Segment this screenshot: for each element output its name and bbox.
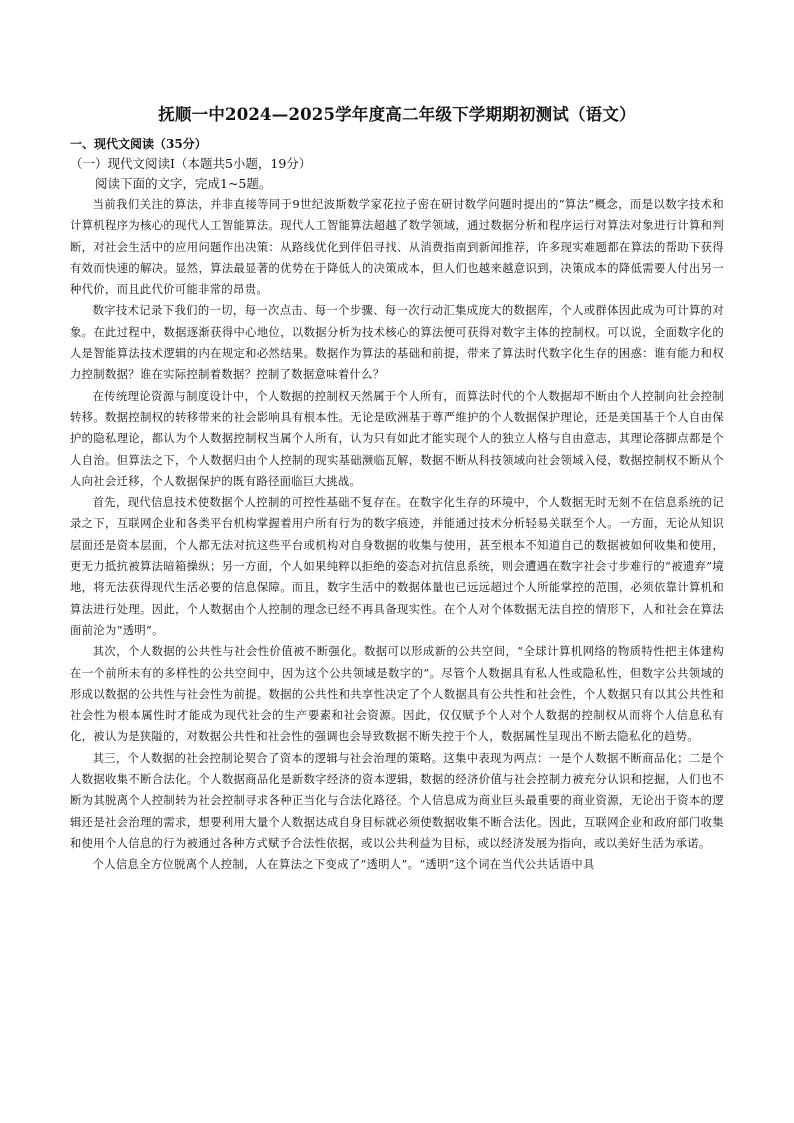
passage-paragraph: 数字技术记录下我们的一切，每一次点击、每一个步骤、每一次行动汇集成庞大的数据库，个人或群体因此成为可计算的对象。在此过程中，数据逐渐获得中心地位，以数据分析为技术核心的算法便可获得对数字主体的控制权。可以说，全面数字化的人是智能算法技术逻辑的内在规定和必然结果。数据作为算法的基础和前提，带来了算法时代数字化生存的困惑：谁有能力和权力控制数据？谁在实际控制着数据？控制了数据意味着什么？	[70, 304, 724, 382]
passage-paragraph: 其次，个人数据的公共性与社会性价值被不断强化。数据可以形成新的公共空间，“全球计算机网络的物质特性把主体建构在一个前所未有的多样性的公共空间中，因为这个公共领域是数字的”。尽管个人数据具有私人性或隐私性，但数字公共领域的形成以数据的公共性与社会性为前提。数据的公共性和共享性决定了个人数据具有公共性和社会性，个人数据只有以其公共性和社会性为根本属性时才能成为现代社会的生产要素和社会资源。因此，仅仅赋予个人对个人数据的控制权从而将个人信息私有化，被认为是狭隘的，对数据公共性和社会性的强调也会导致数据不断失控于个人，数据属性呈现出不断去隐私化的趋势。	[70, 645, 724, 744]
passage-paragraph: 在传统理论资源与制度设计中，个人数据的控制权天然属于个人所有，而算法时代的个人数据却不断由个人控制向社会控制转移。数据控制权的转移带来的社会影响具有根本性。无论是欧洲基于尊严维护的个人数据保护理论，还是美国基于个人自由保护的隐私理论，都认为个人数据控制权当属个人所有，认为只有如此才能实现个人的独立人格与自由意志，其理论落脚点都是个人自治。但算法之下，个人数据归由个人控制的现实基础濒临瓦解，数据不断从科技领域向社会领域入侵，数据控制权不断从个人向社会迁移，个人数据保护的既有路径面临巨大挑战。	[70, 389, 724, 488]
passage-paragraph: 其三，个人数据的社会控制论契合了资本的逻辑与社会治理的策略。这集中表现为两点：一是个人数据不断商品化；二是个人数据收集不断合法化。个人数据商品化是新数字经济的资本逻辑，数据的经济价值与社会控制力被充分认识和挖掘，人们也不断为其脱离个人控制转为社会控制寻求各种正当化与合法化路径。个人信息成为商业巨头最重要的商业资源，无论出于资本的逻辑还是社会治理的需求，想要利用大量个人数据达成自身目标就必须使数据收集不断合法化。因此，互联网企业和政府部门收集和使用个人信息的行为被通过各种方式赋予合法性依据，或以公共利益为目标，或以经济发展为指向，或以美好生活为承诺。	[70, 751, 724, 850]
passage-paragraph: 首先，现代信息技术使数据个人控制的可控性基础不复存在。在数字化生存的环境中，个人数据无时无刻不在信息系统的记录之下，互联网企业和各类平台机构掌握着用户所有行为的数字痕迹，并能通过技术分析轻易关联至个人。一方面，无论从知识层面还是资本层面，个人都无法对抗这些平台或机构对自身数据的收集与使用，甚至根本不知道自己的数据被如何收集和使用，更无力抵抗被算法暗箱操纵；另一方面，个人如果纯粹以拒绝的姿态对抗信息系统，则会遭遇在数字社会寸步难行的“被遗弃”境地，将无法获得现代生活必要的信息保障。而且，数字生活中的数据体量也已远远超过个人所能掌控的范围，必须依靠计算机和算法进行处理。因此，个人数据由个人控制的理念已经不再具备现实性。在个人对个体数据无法自控的情形下，人和社会在算法面前沦为“透明”。	[70, 496, 724, 637]
passage-paragraph: 个人信息全方位脱离个人控制，人在算法之下变成了“透明人”。“透明”这个词在当代公共话语中具	[92, 858, 595, 872]
exam-title: 抚顺一中2024—2025学年度高二年级下学期期初测试（语文）	[158, 105, 636, 124]
subsection-heading: （一）现代文阅读Ⅰ（本题共5小题，19分）	[70, 156, 312, 171]
passage-paragraph: 当前我们关注的算法，并非直接等同于9世纪波斯数学家花拉子密在研讨数学问题时提出的“算法”概念，而是以数字技术和计算机程序为核心的现代人工智能算法。现代人工智能算法超越了数学领域，通过数据分析和程序运行对算法对象进行计算和判断，对社会生活中的应用问题作出决策：从路线优化到伴侣寻找、从消费指南到新闻推荐，许多现实难题都在算法的帮助下获得有效而快速的解决。显然，算法最显著的优势在于降低人的决策成本，但人们也越来越意识到，决策成本的降低需要人付出另一种代价，而且此代价可能非常的昂贵。	[70, 198, 724, 297]
passage-body	[70, 194, 724, 876]
reading-instruction: 阅读下面的文字，完成1~5题。	[95, 176, 272, 191]
section-heading: 一、现代文阅读（35分）	[70, 137, 207, 151]
